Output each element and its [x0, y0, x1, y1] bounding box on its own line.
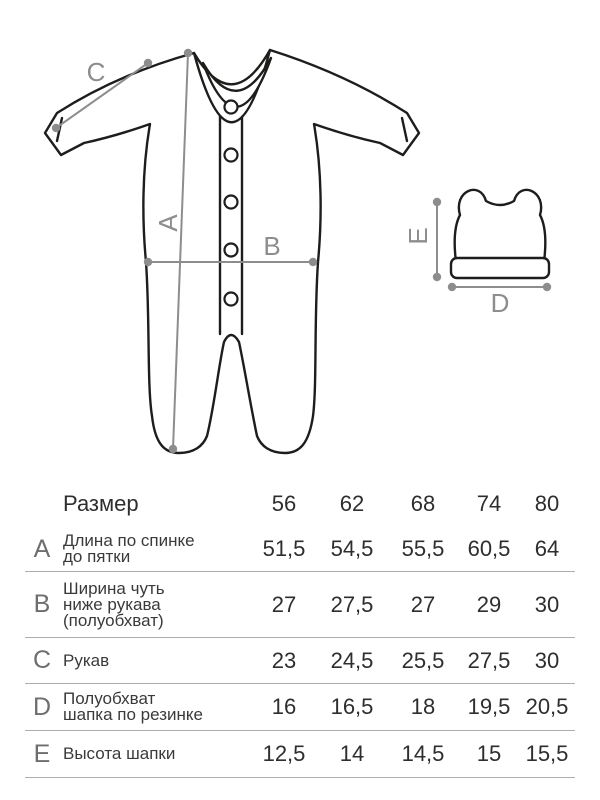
measure-dot	[448, 283, 456, 291]
value-cell: 12,5	[262, 741, 306, 766]
value-cell: 15,5	[525, 741, 569, 766]
value-cell: 24,5	[330, 647, 374, 673]
row-label-line: Рукав	[63, 650, 110, 670]
measure-dot	[144, 258, 152, 266]
measure-dot	[144, 59, 152, 67]
snap-button-4	[225, 244, 238, 257]
measure-dot	[433, 198, 441, 206]
hat-brim	[451, 258, 549, 278]
diagram-label-d: D	[490, 288, 510, 318]
row-label-line: Высота шапки	[63, 744, 176, 763]
row-label	[59, 575, 251, 635]
value-cell: 30	[534, 591, 560, 617]
row-label-line: шапка по резинке	[63, 705, 203, 724]
row-letter: A	[33, 534, 51, 563]
value-cell: 16	[271, 694, 297, 719]
value-cell: 16,5	[330, 694, 374, 719]
diagram-label-c: C	[86, 57, 106, 87]
table-row-d	[25, 684, 575, 731]
table-header-row	[25, 480, 575, 527]
measure-dot	[309, 258, 317, 266]
value-cell: 19,5	[467, 694, 511, 719]
row-label-line: Ширина чуть	[63, 578, 165, 598]
table-row-e	[25, 731, 575, 778]
hat-dome-with-ears	[455, 190, 546, 262]
value-cell: 27	[410, 591, 436, 617]
value-cell: 54,5	[330, 536, 374, 561]
value-cell: 20,5	[525, 694, 569, 719]
measure-dot	[169, 445, 177, 453]
value-cell: 30	[534, 647, 560, 673]
value-cell: 14	[339, 741, 365, 766]
row-label-line: Длина по спинке	[63, 531, 195, 550]
row-label-line: до пятки	[63, 547, 131, 566]
diagram-label-b: B	[263, 231, 281, 261]
row-letter: E	[33, 739, 51, 768]
value-cell: 55,5	[401, 536, 445, 561]
row-label	[59, 685, 251, 729]
table-row-c	[25, 638, 575, 684]
snap-button-3	[225, 196, 238, 209]
measure-dot	[543, 283, 551, 291]
row-letter: D	[32, 692, 52, 721]
value-cell: 27,5	[330, 591, 374, 617]
value-cell: 29	[476, 591, 502, 617]
value-cell: 51,5	[262, 536, 306, 561]
size-column-title: Размер	[63, 490, 139, 516]
row-label	[59, 647, 251, 675]
measure-dot	[52, 124, 60, 132]
snap-button-5	[225, 293, 238, 306]
value-cell: 27	[271, 591, 297, 617]
size-80: 80	[534, 490, 560, 516]
diagram-label-e: E	[403, 227, 433, 245]
value-cell: 23	[271, 647, 297, 673]
size-56: 56	[271, 490, 297, 516]
measure-dot	[184, 49, 192, 57]
table-row-b	[25, 572, 575, 638]
row-label	[59, 740, 251, 768]
diagram-label-a: A	[153, 214, 183, 232]
row-label	[59, 527, 251, 571]
table-row-a	[25, 527, 575, 572]
value-cell: 27,5	[467, 647, 511, 673]
size-table	[0, 480, 600, 778]
row-letter: C	[32, 646, 52, 674]
value-cell: 60,5	[467, 536, 511, 561]
row-label-line: (полуобхват)	[63, 610, 164, 630]
snap-button-1	[225, 101, 238, 114]
size-74: 74	[476, 490, 502, 516]
value-cell: 64	[534, 536, 560, 561]
measure-dot	[433, 273, 441, 281]
value-cell: 25,5	[401, 647, 445, 673]
row-letter: B	[33, 590, 51, 618]
value-cell: 14,5	[401, 741, 445, 766]
size-68: 68	[410, 490, 436, 516]
value-cell: 18	[410, 694, 436, 719]
size-62: 62	[339, 490, 365, 516]
row-label-line: Полуобхват	[63, 689, 156, 708]
snap-button-2	[225, 149, 238, 162]
value-cell: 15	[476, 741, 502, 766]
row-label-line: ниже рукава	[63, 594, 161, 614]
